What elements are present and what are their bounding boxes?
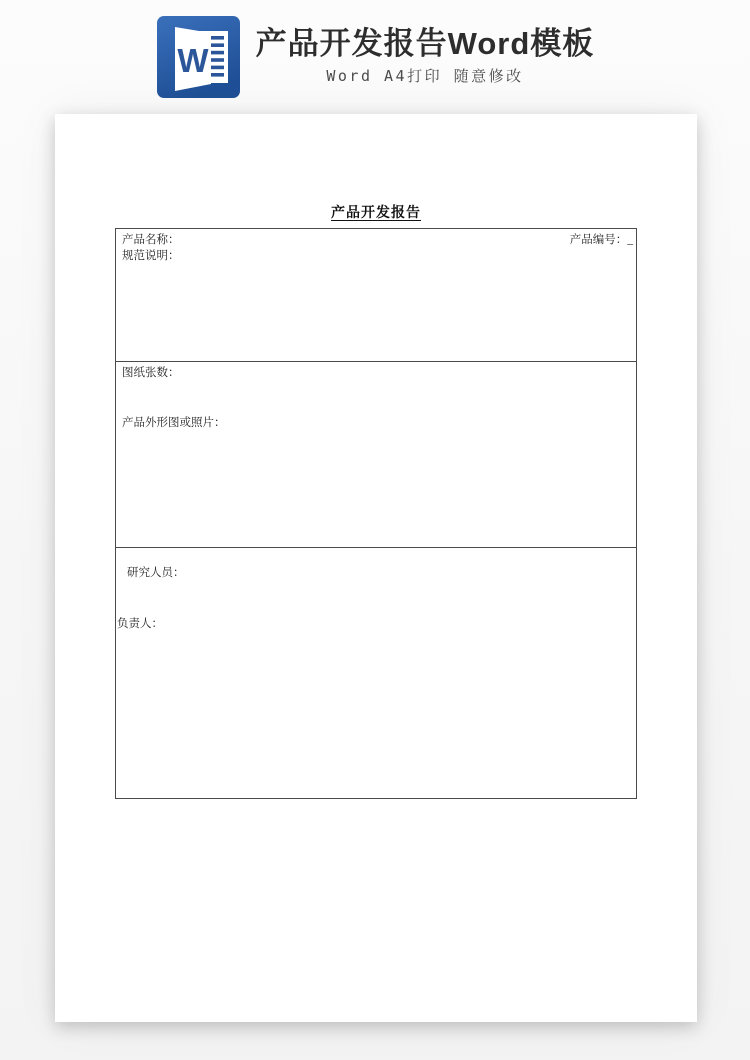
header-subtitle: Word A4打印 随意修改 [326,67,524,86]
header-text-block [256,26,595,87]
researchers-label: 研究人员： [127,567,185,579]
report-table [115,228,637,799]
leader-label: 负责人： [117,618,163,630]
document-page [55,114,697,1022]
appearance-label: 产品外形图或照片： [122,417,226,429]
product-code-value: _ [627,234,633,246]
product-code-group [570,232,633,248]
header-title: 产品开发报告Word模板 [255,25,595,61]
word-logo-letter: W [177,42,209,79]
site-header [0,0,750,112]
document-title: 产品开发报告 [331,206,421,221]
table-row-personnel [116,547,636,798]
word-logo-icon [156,15,241,99]
product-name-label: 产品名称： [122,234,180,246]
spec-label: 规范说明： [122,250,180,262]
table-row-product-info [116,229,636,361]
table-row-drawings [116,361,636,547]
product-code-label: 产品编号： [569,234,628,246]
drawing-count-label: 图纸张数： [122,367,180,379]
product-info-line [122,232,633,248]
